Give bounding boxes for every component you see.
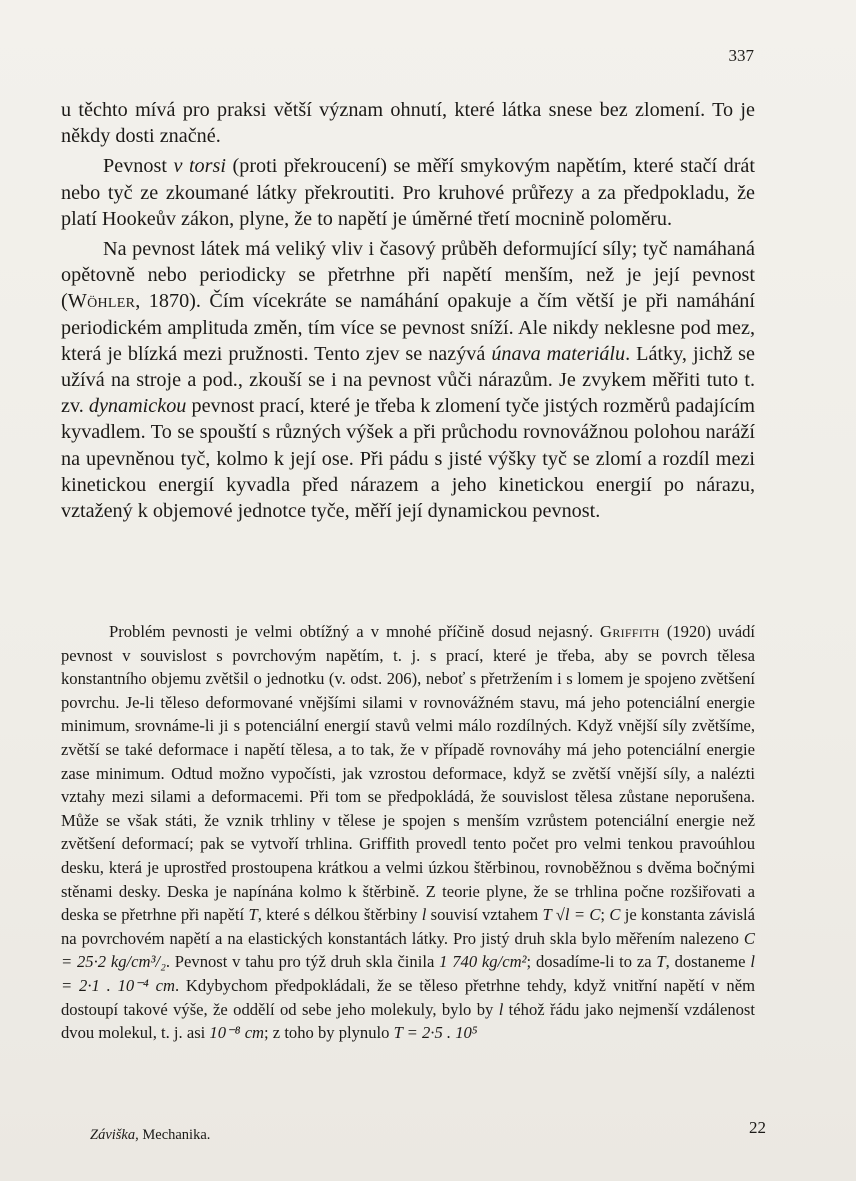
note-text-m: . Pevnost v tahu pro týž druh skla činila [165,952,440,972]
note-symbol-T: T [248,905,258,925]
footer-author: Záviška [90,1127,136,1143]
note-paragraph [61,620,755,1045]
note-text-s: . Kdybychom předpokládali, že se těleso přetrhne tehdy, když vnitřní napětí v něm dostoupí takové výše, že oddělí od sebe jeho molekuly, bylo by [61,975,755,1019]
note-author-griffith: Griffith [600,622,660,641]
note-text-e: , které s délkou štěrbiny [257,905,422,925]
note-text-i: ; [600,905,610,925]
p3-text-c: , 1870). Čím vícekráte se namáhání opakuje a čím větší je při namáhání periodickém amplituda změn, tím více se pevnost sníží. Ale nikdy neklesne pod mez, která je blízká mezi pružnosti. Tento zjev se nazývá [61,290,755,365]
note-text-a: Problém pevnosti je velmi obtížný a v mnohé příčině dosud nejasný. [109,622,601,641]
note-symbol-T-2: T [656,952,666,972]
note-text-c: (1920) uvádí pevnost v souvislost s povrchovým napětím, t. j. s prací, které je třeba, aby se povrch tělesa konstantního objemu zvětšil o jednotku (v. odst. 206), neboť s přetržením i s lomem je spojeno zvětšení povrchu. Je-li těleso deformované vnějšími silami v rovnovážném stavu, má jeho potenciální energie minimum, srovnáme-li ji s potenciální energií stavů velmi málo rozdílných. Když vnější síly zvětšíme, zvětší se také deformace i napětí tělesa, a to tak, že v případě rovnováhy má jeho potenciální energie zase minimum. Odtud možno vypočísti, jak vzrostou deformace, když se zvětší vnější síly, a nalézti vztahy mezi silami a deformacemi. Při tom se předpokládá, že souvislost tělesa zůstane neporušena. Může se však státi, že vznik trhliny v tělese je spojen s menším vzrůstem potenciální energie než zvětšení deformací; pak se vytvoří trhlina. Griffith provedl tento počet pro velmi tenkou pravoúhlou desku, která je uprostřed prostoupena krátkou a velmi úzkou štěrbinou, rovnoběžnou s dvěma bočnými stěnami desky. Deska je napínána kolmo k štěrbině. Z teorie plyne, že se trhlina počne rozšiřovati a deska se přetrhne při napětí [61,622,756,925]
note-text-u: téhož řádu jako nejmenší vzdálenost dvou molekul, t. j. asi [61,999,755,1043]
p2-text-c: (proti překroucení) se měří smykovým napětím, které stačí drát nebo tyč ze zkoumané látky překroutiti. Pro kruhové průřezy a za předpokladu, že platí Hookeův zákon, plyne, že to napětí je úměrné třetí mocnině poloměru. [61,155,756,230]
note-text [61,620,755,1045]
p3-term-unava: únava materiálu [491,342,626,365]
paragraph-1: u těchto mívá pro praksi větší význam ohnutí, které látka snese bez zlomení. To je někdy dosti značné. [61,99,755,148]
paragraph-2 [61,153,755,232]
footer-signature [90,1127,210,1144]
footer-book-title: , Mechanika. [135,1127,211,1143]
note-formula-l: l = 2·1 . 10⁻⁴ cm [61,952,755,995]
note-symbol-C: C [609,905,621,925]
note-formula-T-sqrt-l: T √l = C [542,905,601,925]
paragraph-3 [61,236,755,524]
page-number: 337 [728,46,754,65]
note-text-w: ; z toho by plynulo [264,1023,394,1043]
note-symbol-l-2: l [498,999,504,1019]
p3-author-wohler: Wöhler [67,290,136,313]
p2-text-a: Pevnost [103,155,174,178]
note-symbol-l: l [421,905,427,925]
note-text-k: je konstanta závislá na povrchovém napětí a na elastických konstantách látky. Pro jistý druh skla bylo měřením nalezeno [61,905,756,948]
note-text-q: , dostaneme [665,952,751,972]
p3-text-a: Na pevnost látek má veliký vliv i časový průběh deformující síly; tyč namáhaná opětovně nebo periodicky se přetrhne při napětí menším, než je její pevnost ( [61,238,755,313]
note-value-distance: 10⁻⁸ cm [209,1023,265,1043]
footer-sheet-number: 22 [749,1118,766,1137]
note-text-g: souvisí vztahem [426,905,543,925]
main-text [61,97,755,528]
p3-text-e: . Látky, jichž se užívá na stroje a pod., zkouší se i na pevnost vůči nárazům. Je zvykem měřiti tuto t. zv. [61,342,755,418]
note-text-o: ; dosadíme-li to za [526,952,657,972]
p2-term-torsi: v torsi [173,155,226,178]
note-formula-T-result: T = 2·5 . 10⁵ [393,1023,478,1043]
p3-text-g: pevnost prací, které je třeba k zlomení tyče jistých rozměrů padajícím kyvadlem. To se spouští s různých výšek a při průchodu rovnovážnou polohou naráží na upevněnou tyč, kolmo k její ose. Při pádu s jisté výšky tyč se zlomí a rozdíl mezi kinetickou energií kyvadla před nárazem a jeho kinetickou energií po nárazu, vztažený k objemové jednotce tyče, měří její dynamickou pevnost. [61,395,755,523]
p3-term-dynamickou: dynamickou [88,395,187,418]
note-value-strength: 1 740 kg/cm² [439,952,527,972]
note-formula-C: C = 25·2 kg/cm³/₂ [61,928,755,972]
